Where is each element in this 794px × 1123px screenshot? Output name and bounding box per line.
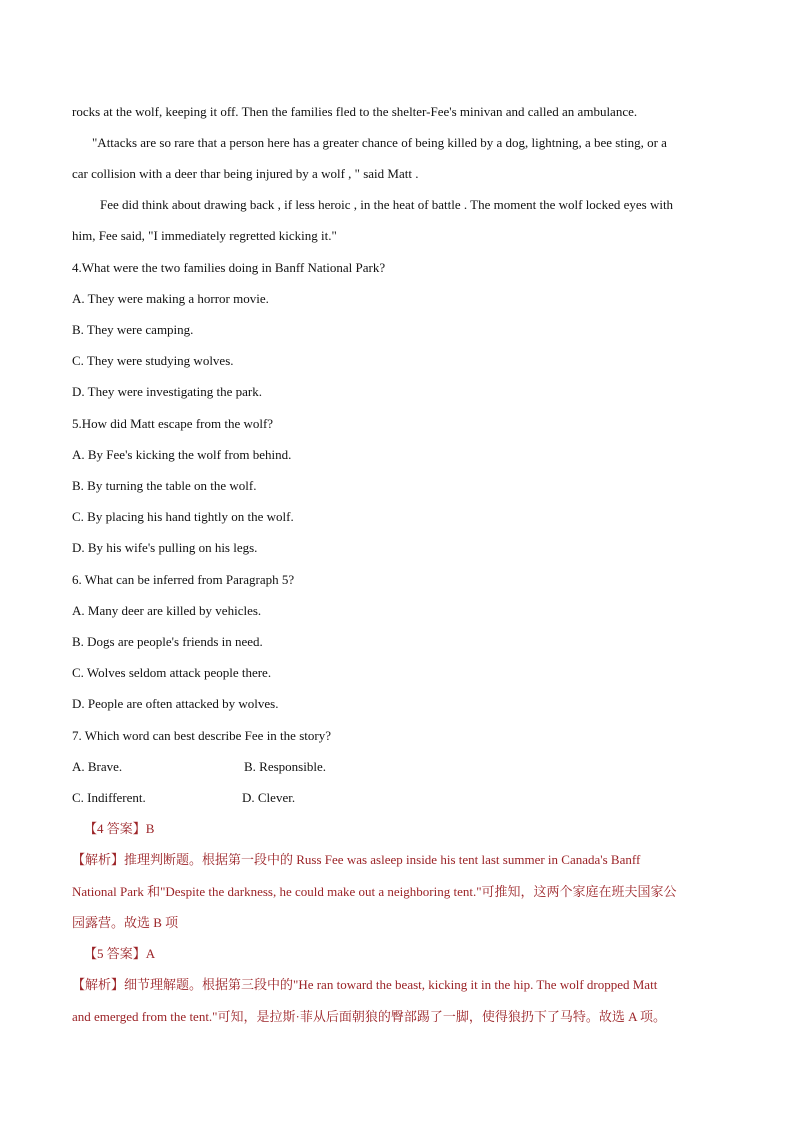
question-option: C. They were studying wolves. [72, 353, 234, 368]
explanation-prefix: 【解析】细节理解题。根据第三段中的 [72, 977, 294, 992]
question-stem: 6. What can be inferred from Paragraph 5? [72, 572, 295, 587]
question-option: D. Clever. [242, 790, 296, 805]
passage-line: Fee did think about drawing back , if less heroic , in the heat of battle . The moment the wolf locked eyes with [100, 197, 674, 212]
passage-line: "Attacks are so rare that a person here has a greater chance of being killed by a dog, lightning, a bee sting, or a [92, 135, 667, 150]
question-option: C. By placing his hand tightly on the wolf. [72, 509, 294, 524]
explanation-line: National Park 和"Despite the darkness, he could make out a neighboring tent."可推知，这两个家庭在班夫国家公 [72, 884, 677, 899]
question-stem: 5.How did Matt escape from the wolf? [72, 416, 274, 431]
question-option: D. They were investigating the park. [72, 384, 263, 399]
question-option: B. By turning the table on the wolf. [72, 478, 257, 493]
question-option: C. Indifferent. [72, 790, 146, 805]
explanation-quote: Russ Fee was asleep inside his tent last summer in Canada's Banff [293, 852, 641, 867]
question-stem: 4.What were the two families doing in Banff National Park? [72, 260, 386, 275]
explanation-line [72, 852, 640, 868]
question-stem: 7. Which word can best describe Fee in the story? [72, 728, 331, 743]
explanation-quote: "He ran toward the beast, kicking it in the hip. The wolf dropped Matt [293, 977, 658, 992]
question-option-row [72, 759, 122, 775]
explanation-prefix: 【解析】推理判断题。根据第一段中的 [72, 852, 294, 867]
question-option: A. By Fee's kicking the wolf from behind. [72, 447, 292, 462]
passage-line: car collision with a deer thar being injured by a wolf , " said Matt . [72, 166, 419, 181]
question-option: D. People are often attacked by wolves. [72, 696, 279, 711]
passage-line: him, Fee said, "I immediately regretted kicking it." [72, 228, 337, 243]
explanation-line: 园露营。故选 B 项 [72, 915, 179, 930]
question-option: D. By his wife's pulling on his legs. [72, 540, 258, 555]
question-option: C. Wolves seldom attack people there. [72, 665, 272, 680]
question-option: A. They were making a horror movie. [72, 291, 269, 306]
answer-label: 【5 答案】A [84, 946, 156, 961]
answer-label: 【4 答案】B [84, 821, 155, 836]
question-option: A. Many deer are killed by vehicles. [72, 603, 262, 618]
question-option: B. They were camping. [72, 322, 194, 337]
question-option: A. Brave. [72, 759, 123, 774]
explanation-line [72, 977, 657, 993]
question-option: B. Dogs are people's friends in need. [72, 634, 263, 649]
question-option: B. Responsible. [244, 759, 326, 774]
explanation-line: and emerged from the tent."可知，是拉斯·菲从后面朝狼的臀部踢了一脚，使得狼扔下了马特。故选 A 项。 [72, 1009, 666, 1024]
passage-line: rocks at the wolf, keeping it off. Then the families fled to the shelter-Fee's minivan and called an ambulance. [72, 104, 638, 119]
